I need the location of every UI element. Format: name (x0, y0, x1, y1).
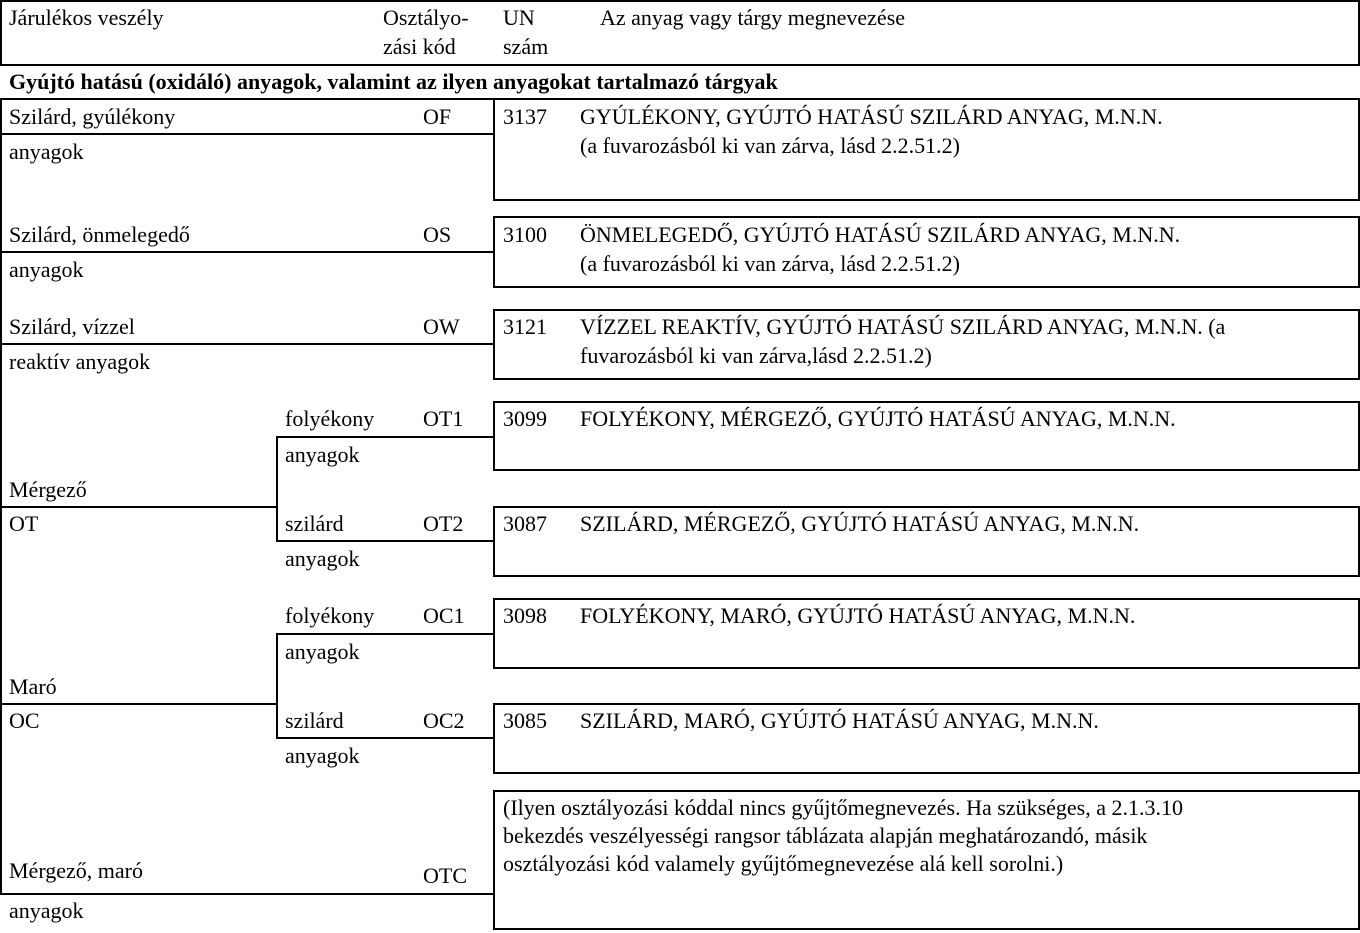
oc-solid-line1: szilárd (285, 708, 344, 733)
divider-of (0, 98, 493, 100)
code-ot2: OT2 (423, 511, 464, 536)
name-ot2: SZILÁRD, MÉRGEZŐ, GYÚJTÓ HATÁSÚ ANYAG, M.N.N. (580, 511, 1140, 536)
ot-solid-line2: anyagok (285, 546, 360, 571)
name-oc2: SZILÁRD, MARÓ, GYÚJTÓ HATÁSÚ ANYAG, M.N.N. (580, 708, 1099, 733)
divider-otc (0, 893, 493, 895)
section-title: Gyújtó hatású (oxidáló) anyagok, valamint az ilyen anyagokat tartalmazó tárgyak (9, 69, 778, 94)
header-code-line1: Osztályo- (383, 5, 469, 30)
code-oc2: OC2 (423, 708, 465, 733)
oc-sub-border (276, 633, 278, 738)
un-ow: 3121 (503, 314, 547, 339)
name-of-line1: GYÚLÉKONY, GYÚJTÓ HATÁSÚ SZILÁRD ANYAG, M.N.N. (580, 104, 1163, 129)
divider-ow (0, 343, 493, 345)
header-un-line2: szám (503, 34, 549, 59)
name-os-line1: ÖNMELEGEDŐ, GYÚJTÓ HATÁSÚ SZILÁRD ANYAG, M.N.N. (580, 222, 1181, 247)
oc-liquid-line2: anyagok (285, 639, 360, 664)
hazard-ow-line1: Szilárd, vízzel (9, 314, 135, 339)
un-oc1: 3098 (503, 603, 547, 628)
left-border (0, 98, 2, 894)
divider-of-mid (0, 133, 493, 135)
code-of: OF (423, 104, 452, 129)
header-hazard: Járulékos veszély (9, 5, 164, 30)
name-ow-line2: fuvarozásból ki van zárva,lásd 2.2.51.2) (580, 343, 932, 368)
un-ot2: 3087 (503, 511, 547, 536)
header-un-line1: UN (503, 5, 535, 30)
hazard-oc-label: Maró (9, 674, 57, 699)
ot-solid-line (276, 540, 493, 542)
ot-liquid-line (276, 436, 493, 438)
hazard-ot-label: Mérgező (9, 477, 87, 502)
hazard-otc-line2: anyagok (9, 898, 84, 923)
oc-solid-line (276, 737, 493, 739)
hazard-oc-code: OC (9, 708, 40, 733)
code-otc: OTC (423, 863, 467, 888)
note-otc-line2: bekezdés veszélyességi rangsor táblázata alapján meghatározandó, másik (503, 823, 1148, 848)
oc-liquid-line1: folyékony (285, 603, 375, 628)
un-ot1: 3099 (503, 406, 547, 431)
hazard-ow-line2: reaktív anyagok (9, 349, 151, 374)
name-os-line2: (a fuvarozásból ki van zárva, lásd 2.2.51.2) (580, 251, 960, 276)
oc-liquid-line (276, 633, 493, 635)
header-name: Az anyag vagy tárgy megnevezése (600, 5, 906, 30)
name-of-line2: (a fuvarozásból ki van zárva, lásd 2.2.51.2) (580, 133, 960, 158)
name-oc1: FOLYÉKONY, MARÓ, GYÚJTÓ HATÁSÚ ANYAG, M.N.N. (580, 603, 1136, 628)
hazard-ot-code: OT (9, 511, 39, 536)
divider-ot-mid (0, 506, 276, 508)
note-otc-line1: (Ilyen osztályozási kóddal nincs gyűjtőmegnevezés. Ha szükséges, a 2.1.3.10 (503, 795, 1183, 820)
oc-solid-line2: anyagok (285, 743, 360, 768)
hazard-of-line2: anyagok (9, 139, 84, 164)
ot-sub-border (276, 436, 278, 541)
ot-liquid-line2: anyagok (285, 442, 360, 467)
hazard-os-line1: Szilárd, önmelegedő (9, 222, 190, 247)
note-otc-line3: osztályozási kód valamely gyűjtőmegnevezése alá kell sorolni.) (503, 851, 1064, 876)
code-oc1: OC1 (423, 603, 465, 628)
hazard-of-line1: Szilárd, gyúlékony (9, 104, 176, 129)
header-code-line2: zási kód (383, 34, 456, 59)
hazard-otc-line1: Mérgező, maró (9, 858, 143, 883)
un-os: 3100 (503, 222, 547, 247)
hazard-os-line2: anyagok (9, 257, 84, 282)
name-ot1: FOLYÉKONY, MÉRGEZŐ, GYÚJTÓ HATÁSÚ ANYAG, M.N.N. (580, 406, 1176, 431)
name-ow-line1: VÍZZEL REAKTÍV, GYÚJTÓ HATÁSÚ SZILÁRD ANYAG, M.N.N. (a (580, 314, 1226, 339)
divider-oc-mid (0, 703, 276, 705)
un-of: 3137 (503, 104, 547, 129)
ot-liquid-line1: folyékony (285, 406, 375, 431)
code-os: OS (423, 222, 452, 247)
divider-os (0, 251, 493, 253)
un-oc2: 3085 (503, 708, 547, 733)
code-ot1: OT1 (423, 406, 464, 431)
code-ow: OW (423, 314, 460, 339)
ot-solid-line1: szilárd (285, 511, 344, 536)
